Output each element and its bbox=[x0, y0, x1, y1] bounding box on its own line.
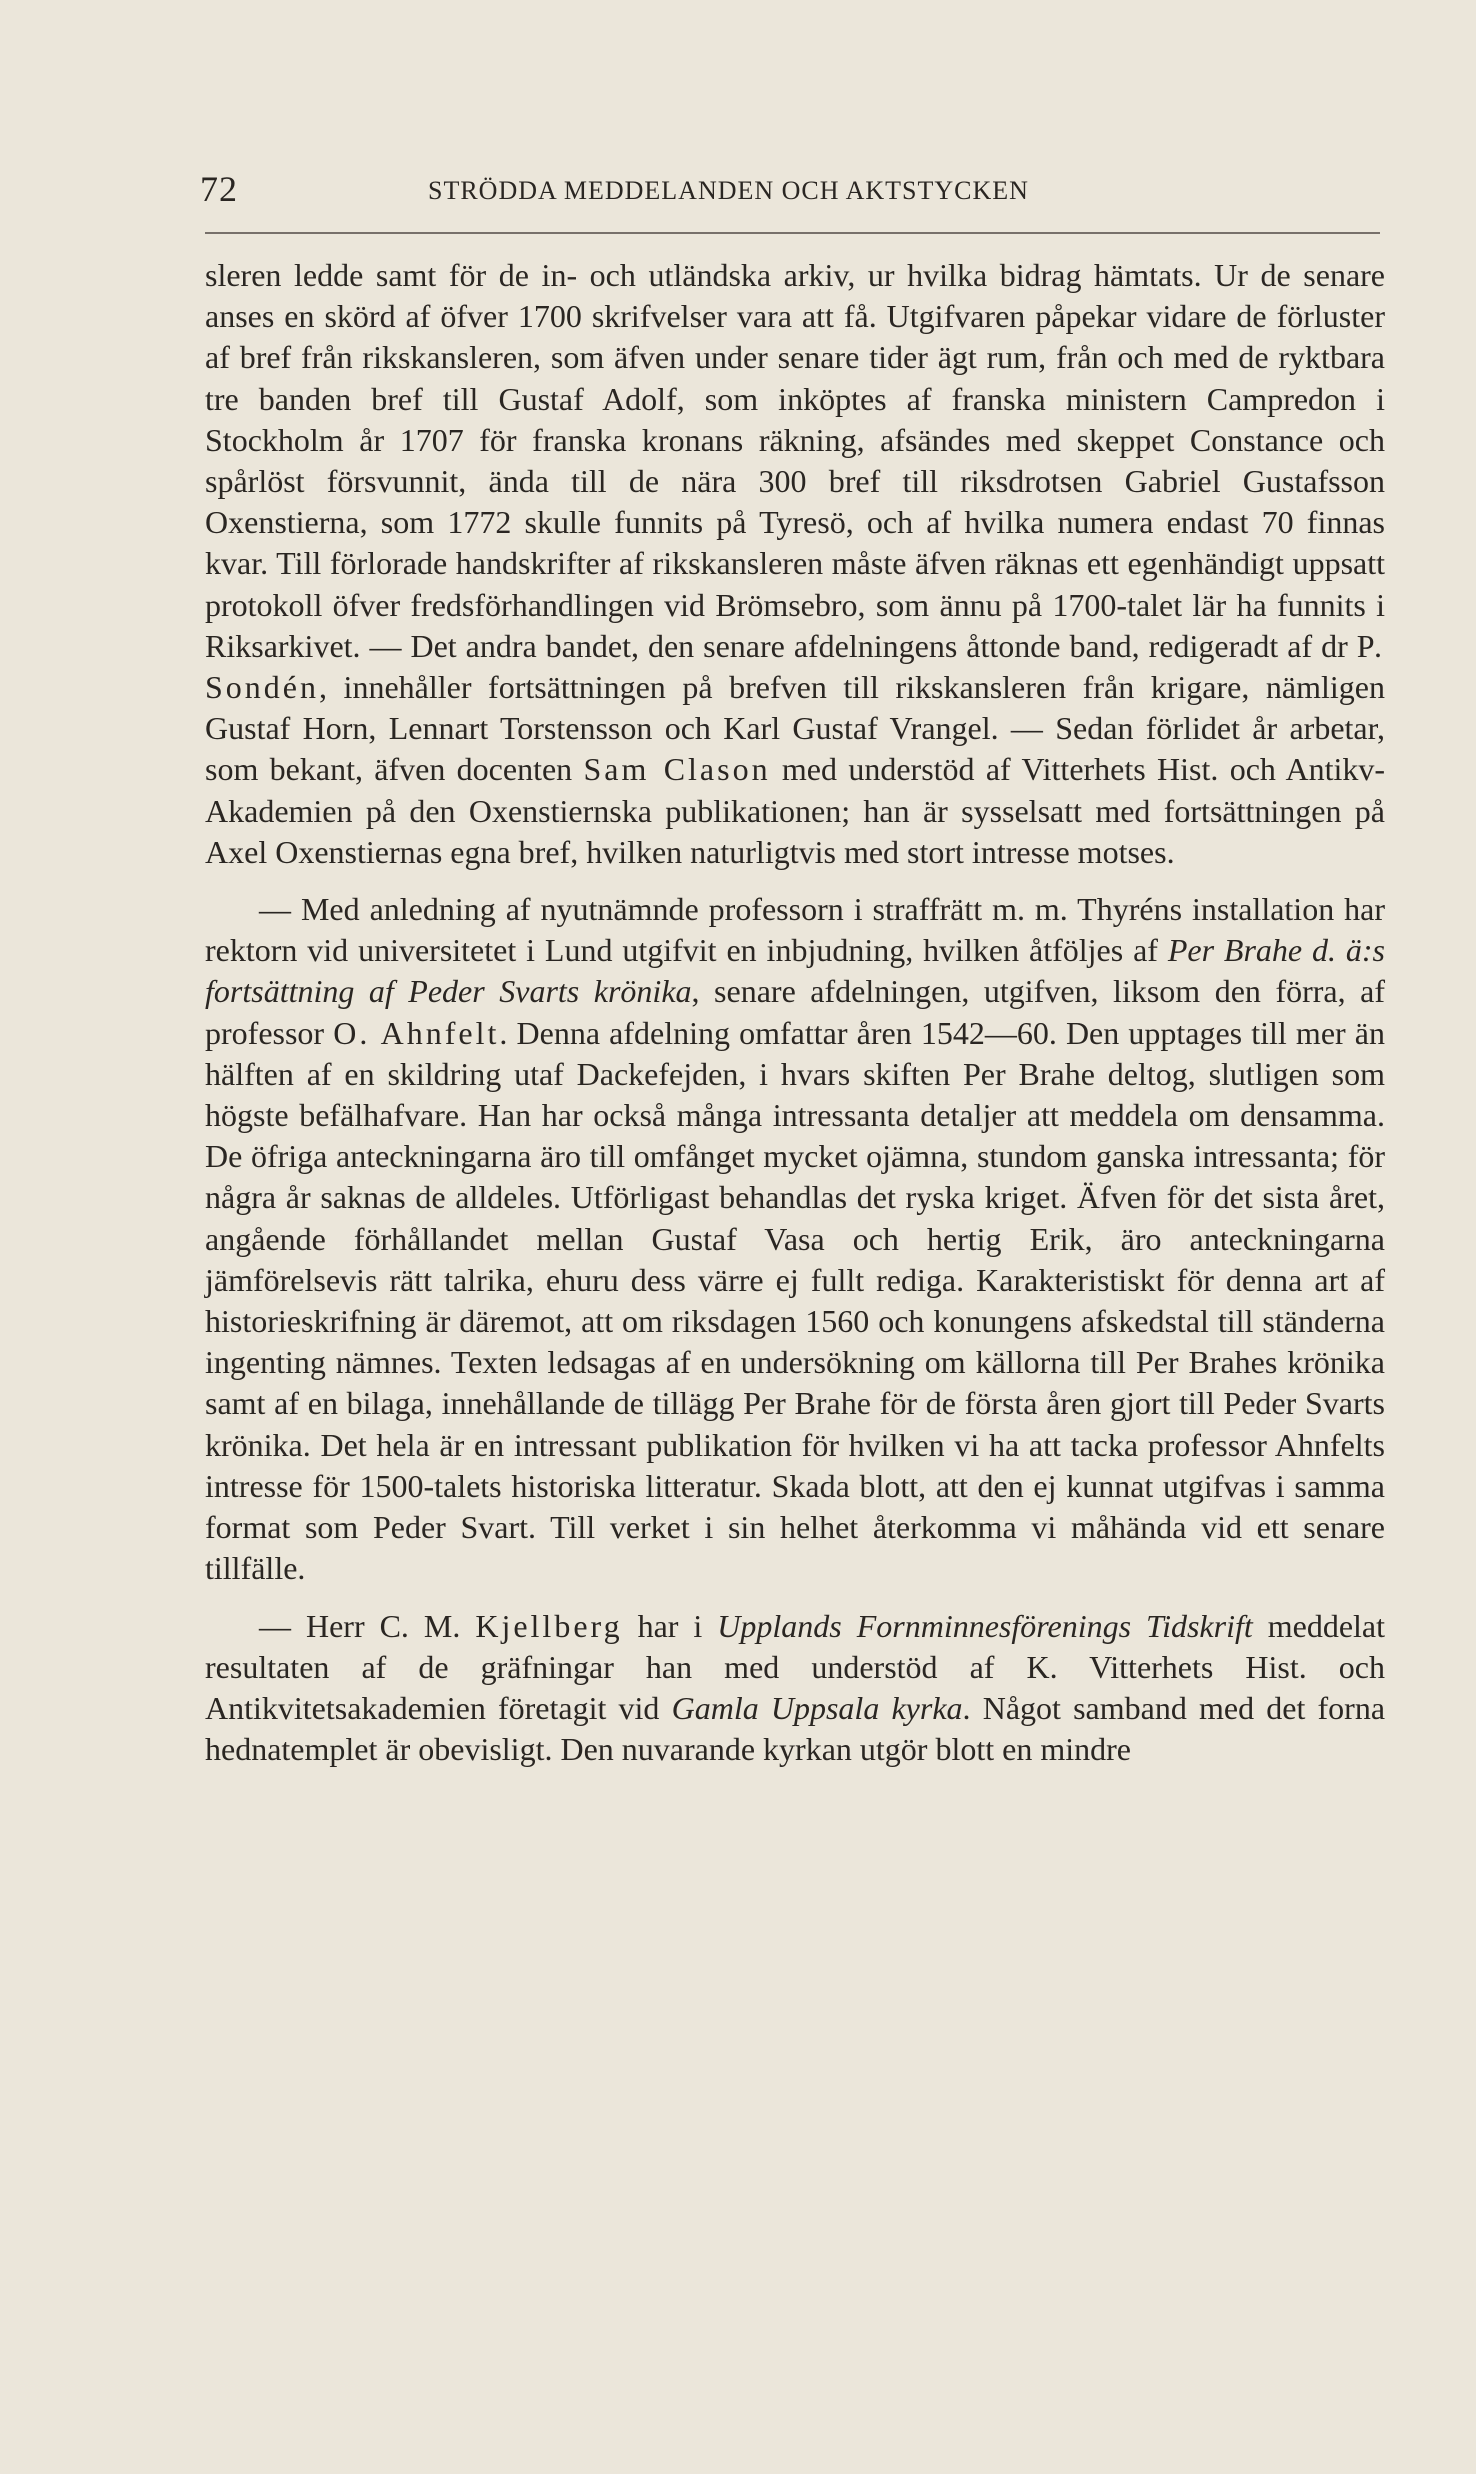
spaced-name: Kjellberg bbox=[475, 1607, 623, 1644]
running-title: STRÖDDA MEDDELANDEN OCH AKTSTYCKEN bbox=[428, 176, 1029, 205]
italic-title: Gamla Uppsala kyrka bbox=[671, 1689, 963, 1726]
text-run: — Herr C. M. bbox=[259, 1607, 476, 1644]
body-text bbox=[205, 255, 1385, 1770]
page-header bbox=[200, 168, 1376, 212]
text-run: . Denna afdelning omfattar åren 1542—60. Den upptages till mer än hälften af en skildring utaf Dackefejden, i hvars skiften Per Brahe deltog, slutligen som högste befälhafvare. Han har också många intressanta detaljer att meddela om densamma. De öfriga anteckningarna äro till omfånget mycket ojämna, stundom ganska intressanta; för några år saknas de alldeles. Utförligast behandlas det ryska kriget. Äfven för det sista året, angående förhållandet mellan Gustaf Vasa och hertig Erik, äro anteckningarna jämförelsevis rätt talrika, ehuru dess värre ej fullt rediga. Karakteristiskt för denna art af historieskrifning är däremot, att om riksdagen 1560 och konungens afskedstal till ständerna ingenting nämnes. Texten ledsagas af en undersökning om källorna till Per Brahes krönika samt af en bilaga, innehållande de tillägg Per Brahe för de första åren gjort till Peder Svarts krönika. Det hela är en intressant publikation för hvilken vi ha att tacka professor Ahnfelts intresse för 1500-talets historiska litteratur. Skada blott, att den ej kunnat utgifvas i samma format som Peder Svart. Till verket i sin helhet återkomma vi måhända vid ett senare tillfälle. bbox=[205, 1014, 1386, 1587]
header-rule bbox=[205, 232, 1380, 234]
italic-title: Per Brahe d. ä:s fortsättning af Peder Svarts krönika bbox=[205, 932, 1386, 1010]
text-run: , innehåller fortsättningen på brefven till rikskansleren från krigare, nämligen Gustaf Horn, Lennart Torstensson och Karl Gustaf Vrangel. — Sedan förlidet år arbetar, som bekant, äfven docenten bbox=[205, 669, 1385, 788]
page-number: 72 bbox=[200, 169, 238, 209]
spaced-name: O. Ahnfelt bbox=[333, 1014, 500, 1051]
text-run: — Med anledning af nyutnämnde professorn i straffrätt m. m. Thyréns installation har rektorn vid universitetet i Lund utgifvit en inbjudning, hvilken åtföljes af bbox=[205, 891, 1385, 969]
italic-title: Upplands Fornminnesförenings Tidskrift bbox=[717, 1607, 1253, 1644]
spaced-name: Sam Clason bbox=[583, 751, 771, 788]
spaced-name: P. Sondén bbox=[205, 627, 1385, 706]
text-run: . Något samband med det forna hednatemplet är obevisligt. Den nuvarande kyrkan utgör blott en mindre bbox=[205, 1689, 1386, 1768]
text-run: har i bbox=[622, 1607, 718, 1644]
paragraph-3 bbox=[205, 1606, 1385, 1771]
text-run: sleren ledde samt för de in- och utländska arkiv, ur hvilka bidrag hämtats. Ur de senare anses en skörd af öfver 1700 skrifvelser vara att få. Utgifvaren påpekar vidare de förluster af bref från rikskansleren, som äfven under senare tider ägt rum, från och med de ryktbara tre banden bref till Gustaf Adolf, som inköptes af franska ministern Campredon i Stockholm år 1707 för franska kronans räkning, afsändes med skeppet Constance och spårlöst försvunnit, ända till de nära 300 bref till riksdrotsen Gabriel Gustafsson Oxenstierna, som 1772 skulle funnits på Tyresö, och af hvilka numera endast 70 finnas kvar. Till förlorade handskrifter af rikskansleren måste äfven räknas ett egenhändigt uppsatt protokoll öfver fredsförhandlingen vid Brömsebro, som ännu på 1700-talet lär ha funnits i Riksarkivet. — Det andra bandet, den senare afdelningens åttonde band, redigeradt af dr bbox=[205, 257, 1385, 664]
text-run: med understöd af Vitterhets Hist. och Antikv-Akademien på den Oxenstiernska publikationen; han är sysselsatt med fortsättningen på Axel Oxenstiernas egna bref, hvilken naturligtvis med stort intresse motses. bbox=[205, 751, 1386, 870]
paragraph-2 bbox=[205, 889, 1385, 1589]
text-run: , senare afdelningen, utgifven, liksom den förra, af professor bbox=[205, 973, 1386, 1051]
paragraph-1 bbox=[205, 255, 1385, 873]
text-run: meddelat resultaten af de gräfningar han med understöd af K. Vitterhets Hist. och Antikvitetsakademien företagit vid bbox=[205, 1607, 1386, 1726]
